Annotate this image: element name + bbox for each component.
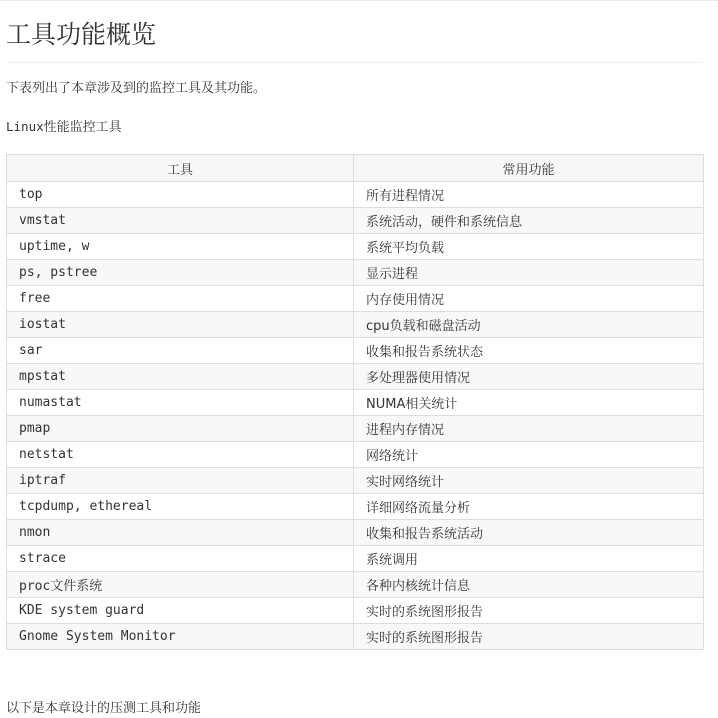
table-row bbox=[7, 546, 704, 572]
table-row bbox=[7, 338, 704, 364]
tool-cell: pmap bbox=[7, 416, 354, 442]
function-cell: 收集和报告系统状态 bbox=[354, 338, 704, 364]
outro-paragraph: 以下是本章设计的压测工具和功能 bbox=[6, 701, 202, 716]
table-row bbox=[7, 468, 704, 494]
function-cell: 实时网络统计 bbox=[354, 468, 704, 494]
column-header-function: 常用功能 bbox=[354, 155, 704, 182]
function-cell: 实时的系统图形报告 bbox=[354, 598, 704, 624]
tool-cell: iptraf bbox=[7, 468, 354, 494]
tool-cell: proc文件系统 bbox=[7, 572, 354, 598]
function-cell: 系统平均负载 bbox=[354, 234, 704, 260]
tool-cell: top bbox=[7, 182, 354, 208]
function-cell: NUMA相关统计 bbox=[354, 390, 704, 416]
tool-cell: sar bbox=[7, 338, 354, 364]
table-row bbox=[7, 520, 704, 546]
function-cell: 各种内核统计信息 bbox=[354, 572, 704, 598]
table-row bbox=[7, 572, 704, 598]
function-cell: 网络统计 bbox=[354, 442, 704, 468]
table-row bbox=[7, 598, 704, 624]
table-row bbox=[7, 260, 704, 286]
table-row bbox=[7, 182, 704, 208]
tool-cell: KDE system guard bbox=[7, 598, 354, 624]
title-divider bbox=[6, 62, 702, 63]
table-row bbox=[7, 234, 704, 260]
tool-cell: strace bbox=[7, 546, 354, 572]
tool-cell: ps, pstree bbox=[7, 260, 354, 286]
tool-cell: nmon bbox=[7, 520, 354, 546]
page-title: 工具功能概览 bbox=[6, 20, 157, 49]
column-header-tool: 工具 bbox=[7, 155, 354, 182]
tool-cell: free bbox=[7, 286, 354, 312]
tool-cell: vmstat bbox=[7, 208, 354, 234]
tool-cell: Gnome System Monitor bbox=[7, 624, 354, 650]
function-cell: 所有进程情况 bbox=[354, 182, 704, 208]
table-row bbox=[7, 286, 704, 312]
function-cell: 收集和报告系统活动 bbox=[354, 520, 704, 546]
function-cell: cpu负载和磁盘活动 bbox=[354, 312, 704, 338]
tool-cell: iostat bbox=[7, 312, 354, 338]
function-cell: 实时的系统图形报告 bbox=[354, 624, 704, 650]
table-row bbox=[7, 624, 704, 650]
function-cell: 系统活动，硬件和系统信息 bbox=[354, 208, 704, 234]
table-row bbox=[7, 442, 704, 468]
table-row bbox=[7, 312, 704, 338]
table-row bbox=[7, 390, 704, 416]
tool-cell: mpstat bbox=[7, 364, 354, 390]
function-cell: 显示进程 bbox=[354, 260, 704, 286]
table-caption-text: 性能监控工具 bbox=[43, 120, 122, 135]
function-cell: 进程内存情况 bbox=[354, 416, 704, 442]
table-header-row bbox=[7, 155, 704, 182]
table-row bbox=[7, 364, 704, 390]
function-cell: 多处理器使用情况 bbox=[354, 364, 704, 390]
table-row bbox=[7, 416, 704, 442]
table-caption bbox=[6, 118, 122, 137]
top-divider bbox=[0, 0, 718, 1]
function-cell: 内存使用情况 bbox=[354, 286, 704, 312]
tool-cell: netstat bbox=[7, 442, 354, 468]
tool-cell: uptime, w bbox=[7, 234, 354, 260]
table-row bbox=[7, 208, 704, 234]
tool-cell: numastat bbox=[7, 390, 354, 416]
tools-table bbox=[6, 154, 704, 650]
function-cell: 系统调用 bbox=[354, 546, 704, 572]
table-caption-latin: Linux bbox=[6, 119, 44, 134]
table-row bbox=[7, 494, 704, 520]
tool-cell: tcpdump, ethereal bbox=[7, 494, 354, 520]
function-cell: 详细网络流量分析 bbox=[354, 494, 704, 520]
intro-paragraph: 下表列出了本章涉及到的监控工具及其功能。 bbox=[6, 81, 267, 96]
